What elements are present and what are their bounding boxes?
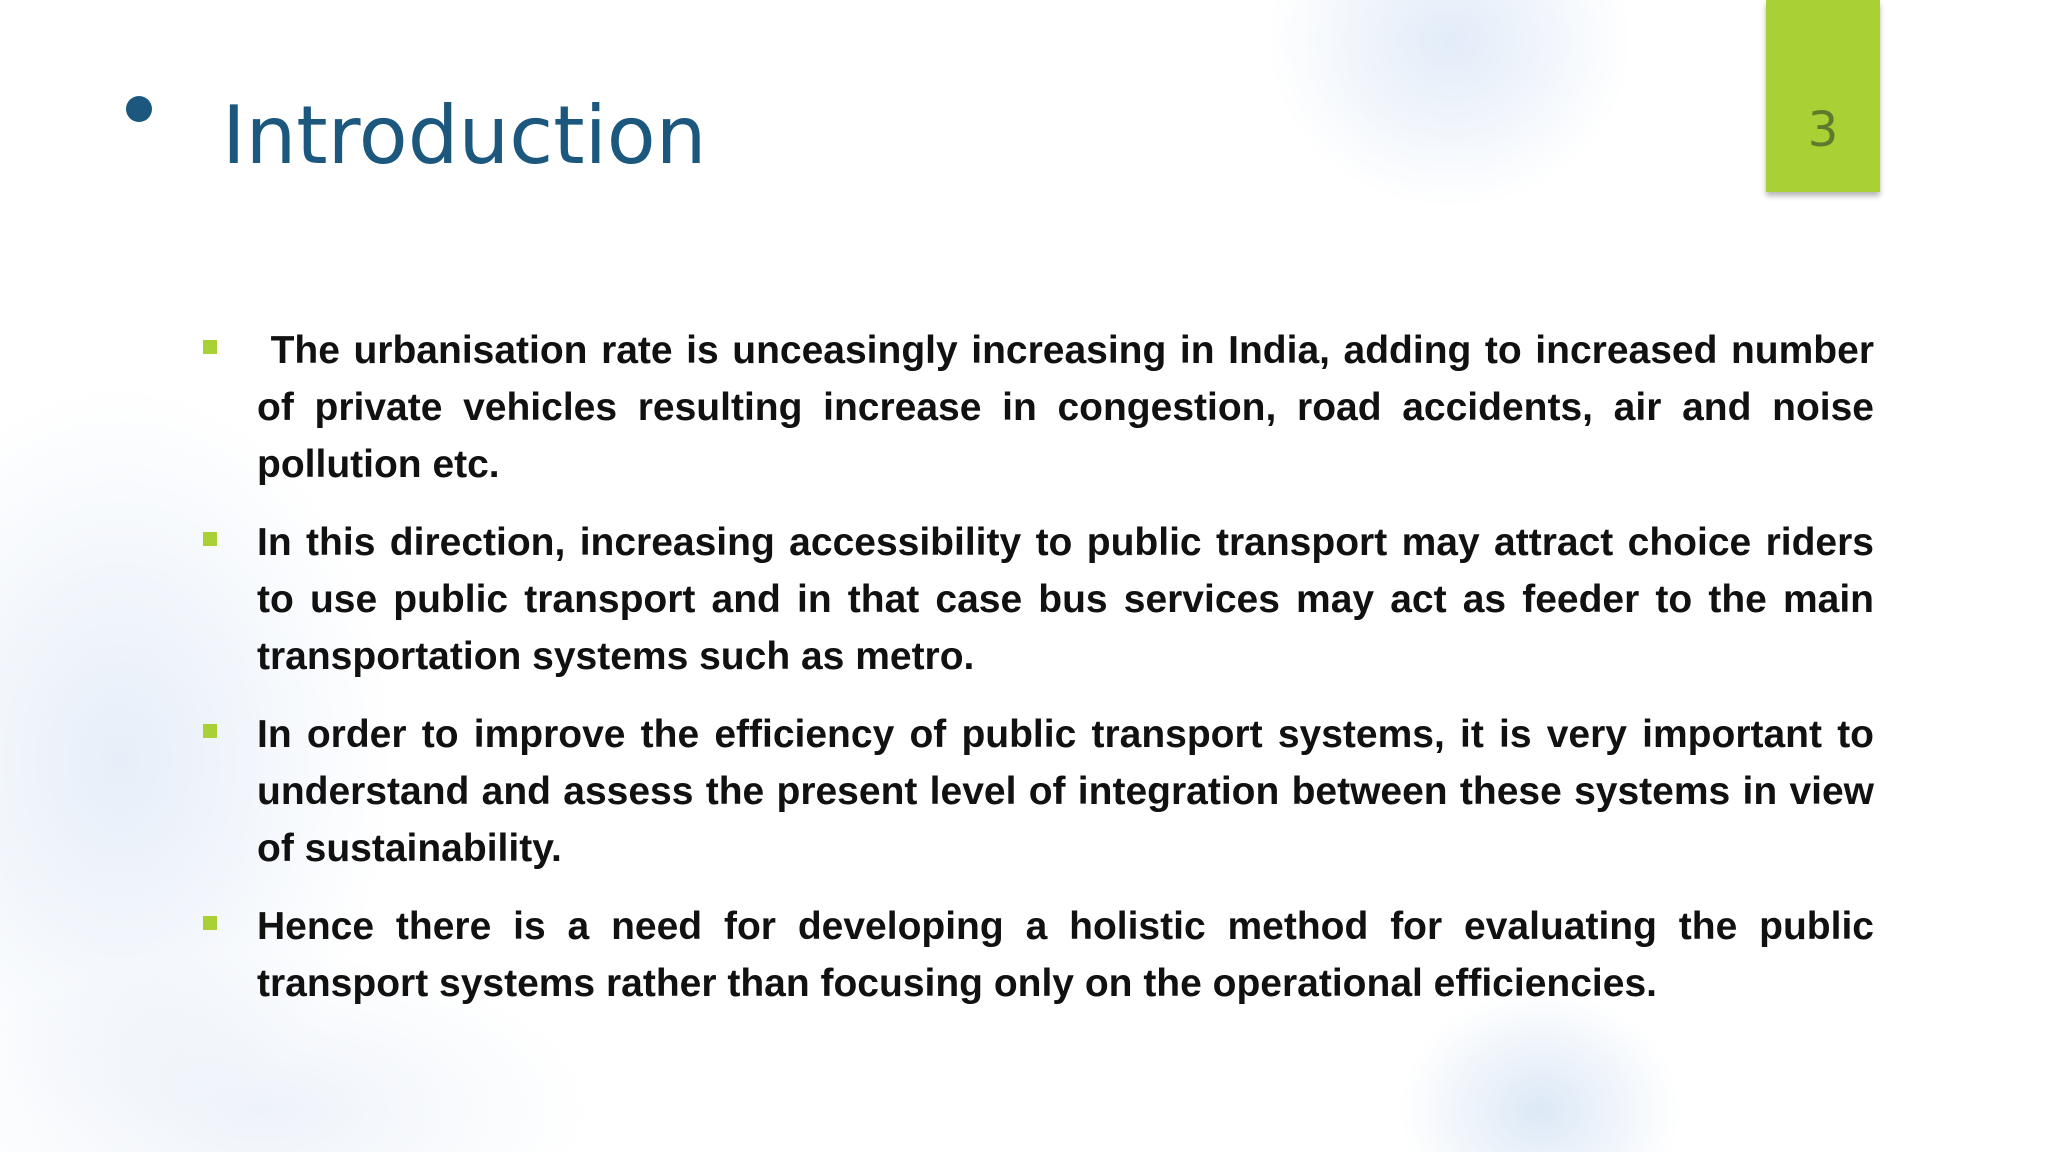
square-bullet-icon bbox=[203, 340, 217, 354]
bullet-item-urbanisation bbox=[257, 322, 1885, 493]
bullet-item-accessibility bbox=[257, 514, 1874, 685]
bullet-item-holistic-method bbox=[257, 898, 1874, 1012]
bullet-list bbox=[257, 322, 1885, 1033]
bullet-text: In this direction, increasing accessibility to public transport may attract choice riders to use public transport and in that case bus services may act as feeder to the main transportation systems such as metro. bbox=[257, 521, 1874, 678]
title-bullet-icon bbox=[126, 96, 152, 122]
bullet-text: In order to improve the efficiency of public transport systems, it is very important to understand and assess the present level of integration between these systems in view of sustainability. bbox=[257, 713, 1874, 870]
square-bullet-icon bbox=[203, 724, 217, 738]
bullet-text: The urbanisation rate is unceasingly increasing in India, adding to increased number of private vehicles resulting increase in congestion, road accidents, air and noise pollution etc. bbox=[257, 329, 1885, 486]
slide-title: Introduction bbox=[222, 89, 707, 182]
square-bullet-icon bbox=[203, 916, 217, 930]
bullet-text: Hence there is a need for developing a holistic method for evaluating the public transport systems rather than focusing only on the operational efficiencies. bbox=[257, 905, 1874, 1005]
page-number: 3 bbox=[1807, 102, 1839, 158]
page-number-tab bbox=[1766, 0, 1880, 192]
square-bullet-icon bbox=[203, 532, 217, 546]
bullet-item-efficiency bbox=[257, 706, 1874, 877]
